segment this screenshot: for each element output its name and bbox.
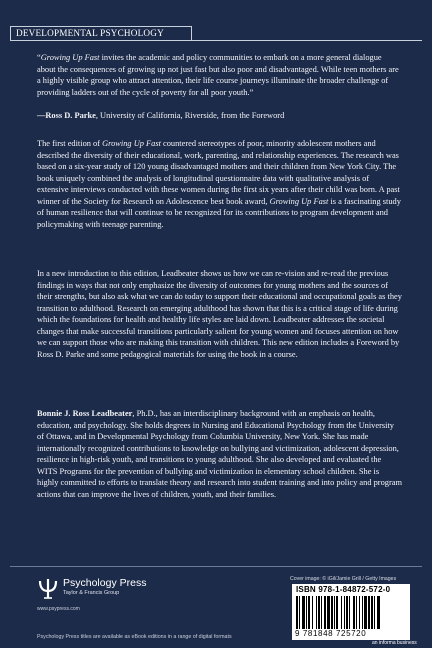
quote-open: “ [37, 53, 41, 62]
author-bio-text: , Ph.D., has an interdisciplinary background with an emphasis on health, education, and psychology. She holds degrees in Nursing and Educational Psychology from the University of Ottawa, and in Developmental Psychology from Columbia University, New York. She has made internationally recognized contributions to knowledge on bullying and victimization, adolescent depression, resilience in high-risk youth, and transitions to young adulthood. She also developed and evaluated the WITS Programs for the prevention of bullying and victimization in elementary school children. She is highly committed to efforts to translate theory and research into student training and into policy and program actions that can improve the lives of children, youth, and their families. [37, 409, 402, 499]
barcode-panel [292, 584, 410, 640]
attribution-name: —Ross D. Parke [37, 111, 96, 120]
barcode-icon [296, 596, 406, 629]
p1-part3: is a fascinating study of human resilience that will continue to be recognized for its contributions to program development and policymaking with teenage parenting. [37, 196, 401, 229]
psi-logo-icon [37, 577, 59, 599]
quote-book-title: Growing Up Fast [40, 53, 100, 62]
isbn: ISBN 978-1-84872-572-0 [296, 585, 391, 594]
quote-block [37, 52, 402, 98]
quote-attribution [37, 110, 402, 122]
quote-body: invites the academic and policy communities to embark on a more general dialogue about the consequences of growing up not just fast but also poor and disadvantaged. While teen mothers are a highly visible group who attract attention, their life course journeys illuminate the broader challenge of providing ladders out of the cycle of poverty for all poor youth.” [37, 53, 399, 97]
footer-rule [10, 566, 422, 567]
author-name: Bonnie J. Ross Leadbeater [37, 409, 133, 418]
publisher-logo [37, 577, 157, 617]
attribution-rest: , University of California, Riverside, from the Foreword [95, 111, 285, 120]
p1-part2: countered stereotypes of poor, minority adolescent mothers and described the diversity of their educational, work, parenting, and relationship experiences. The research was based on a six-year study of 120 young disadvantaged mothers and their children from New York City. The book uniquely combined the analysis of longitudinal questionnaire data with qualitative analysis of extensive interviews conducted with these women during the first six years after their child was born. A past winner of the Society for Research on Adolescence best book award, [37, 139, 400, 206]
publisher-group: Taylor & Francis Group [63, 590, 120, 596]
p1-part1: The first edition of [37, 139, 103, 148]
informa-tagline: an informa business [372, 640, 417, 646]
p1-title1: Growing Up Fast [102, 139, 161, 148]
category-rule [192, 40, 422, 41]
p2-text: In a new introduction to this edition, Leadbeater shows us how we can re-vision and re-read the previous findings in ways that not only emphasize the diversity of outcomes for young mothers and the sources of their strengths, but also ask what we can do today to support their educational and occupational goals as they transition to adulthood. Research on emerging adulthood has shown that this is a critical stage of life during which the foundations for health and healthy life styles are laid down. Leadbeater addresses the societal changes that make successful transitions particularly salient for young women and focuses attention on how we can support those who are making this transition with children. This new edition includes a Foreword by Ross D. Parke and some pedagogical materials for using the book in a course. [37, 269, 402, 359]
p1-title2: Growing Up Fast [269, 196, 329, 206]
description-paragraph-2 [37, 268, 402, 360]
author-bio [37, 408, 402, 500]
cover-image-credit: Cover image: © iGil/Jamie Grill / Getty Images [290, 576, 397, 582]
description-paragraph-1 [37, 138, 402, 230]
quote-text [37, 52, 402, 98]
ebook-note: Psychology Press titles are available as eBook editions in a range of digital formats [37, 634, 232, 640]
publisher-url: www.psypress.com [37, 606, 80, 612]
category-label: DEVELOPMENTAL PSYCHOLOGY [10, 26, 192, 41]
barcode-number: 9 781848 725720 [295, 629, 367, 638]
publisher-name: Psychology Press [63, 577, 147, 589]
